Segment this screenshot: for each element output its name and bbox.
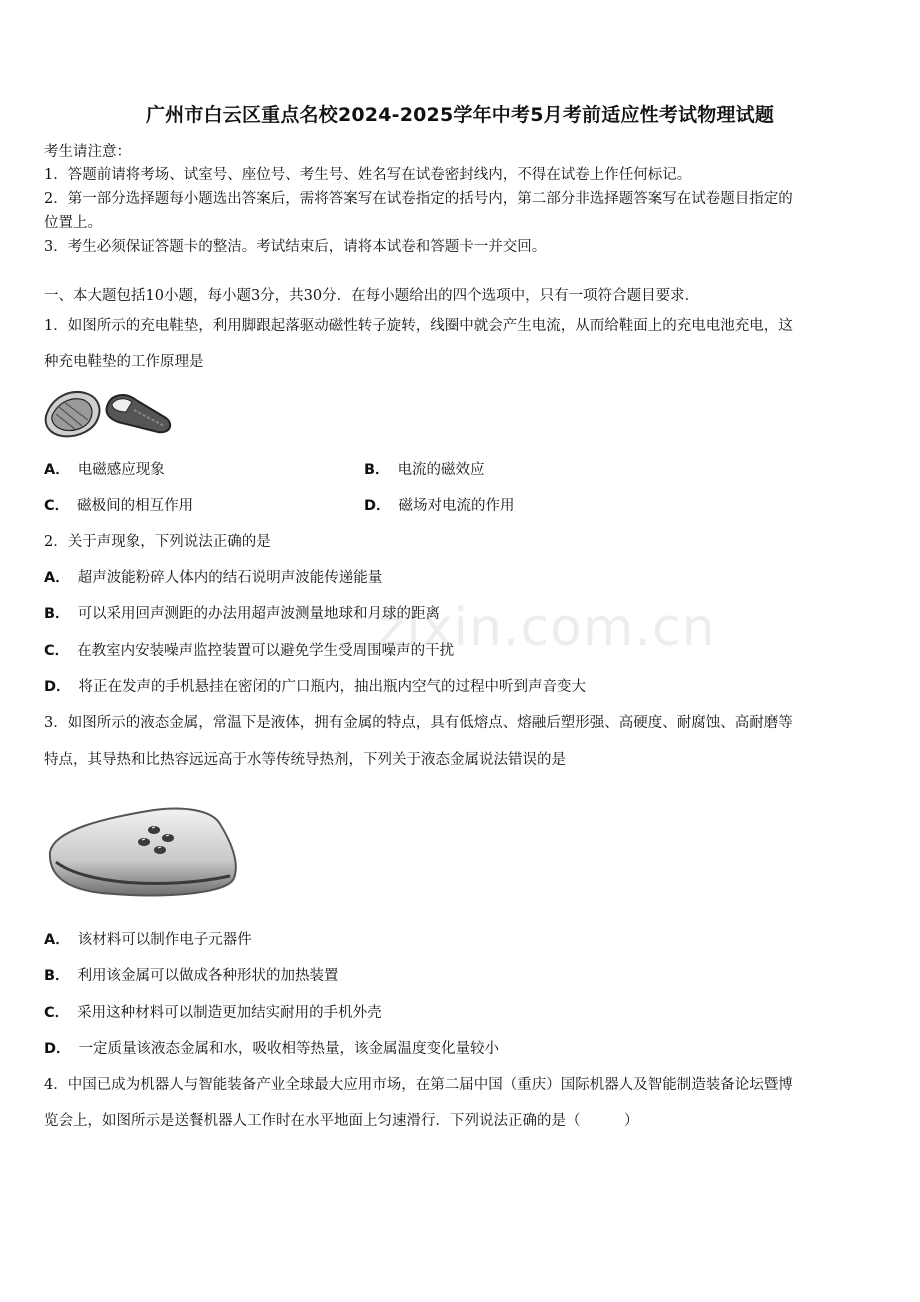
watermark: zixin.com.cn (378, 598, 716, 658)
q3-stem-line-2: 特点，其导热和比热容远远高于水等传统导热剂，下列关于液态金属说法错误的是 (44, 752, 566, 768)
q3-option-b: B． 利用该金属可以做成各种形状的加热装置 (44, 968, 339, 984)
notice-item-2: 2．第一部分选择题每小题选出答案后，需将答案写在试卷指定的括号内，第二部分非选择题答案写在试卷题目指定的 (44, 191, 793, 207)
shoe-insole-image (42, 382, 174, 442)
notice-heading: 考生请注意： (44, 144, 131, 160)
q3-option-d: D． 一定质量该液态金属和水，吸收相等热量，该金属温度变化量较小 (44, 1041, 500, 1057)
q2-option-d: D． 将正在发声的手机悬挂在密闭的广口瓶内，抽出瓶内空气的过程中听到声音变大 (44, 679, 587, 695)
q3-option-a: A． 该材料可以制作电子元器件 (44, 932, 252, 948)
q2-option-c: C． 在教室内安装噪声监控装置可以避免学生受周围噪声的干扰 (44, 643, 455, 659)
page-title: 广州市白云区重点名校2024-2025学年中考5月考前适应性考试物理试题 (145, 104, 775, 126)
q3-option-c: C． 采用这种材料可以制造更加结实耐用的手机外壳 (44, 1005, 382, 1021)
q1-option-a: A． 电磁感应现象 (44, 462, 165, 478)
q1-option-d: D． 磁场对电流的作用 (364, 498, 515, 514)
liquid-metal-image (44, 800, 244, 902)
q2-option-b: B． 可以采用回声测距的办法用超声波测量地球和月球的距离 (44, 606, 441, 622)
q1-stem-line-2: 种充电鞋垫的工作原理是 (44, 354, 204, 370)
q4-stem-line-1: 4．中国已成为机器人与智能装备产业全球最大应用市场，在第二届中国（重庆）国际机器人及智能制造装备论坛暨博 (44, 1077, 793, 1093)
q3-stem-line-1: 3．如图所示的液态金属，常温下是液体，拥有金属的特点，具有低熔点、熔融后塑形强、高硬度、耐腐蚀、高耐磨等 (44, 715, 793, 731)
q1-stem-line-1: 1．如图所示的充电鞋垫，利用脚跟起落驱动磁性转子旋转，线圈中就会产生电流，从而给鞋面上的充电电池充电，这 (44, 318, 793, 334)
q1-option-b: B． 电流的磁效应 (364, 462, 485, 478)
q2-option-a: A． 超声波能粉碎人体内的结石说明声波能传递能量 (44, 570, 383, 586)
q4-stem-line-2: 览会上，如图所示是送餐机器人工作时在水平地面上匀速滑行．下列说法正确的是（ ） (44, 1113, 639, 1129)
notice-item-3: 3．考生必须保证答题卡的整洁。考试结束后，请将本试卷和答题卡一并交回。 (44, 239, 547, 255)
q1-option-c: C． 磁极间的相互作用 (44, 498, 194, 514)
notice-item-2-cont: 位置上。 (44, 215, 102, 231)
q2-stem: 2．关于声现象，下列说法正确的是 (44, 534, 271, 550)
section-heading: 一、本大题包括10小题，每小题3分，共30分．在每小题给出的四个选项中，只有一项符合题目要求． (44, 288, 700, 304)
notice-item-1: 1．答题前请将考场、试室号、座位号、考生号、姓名写在试卷密封线内，不得在试卷上作任何标记。 (44, 167, 692, 183)
